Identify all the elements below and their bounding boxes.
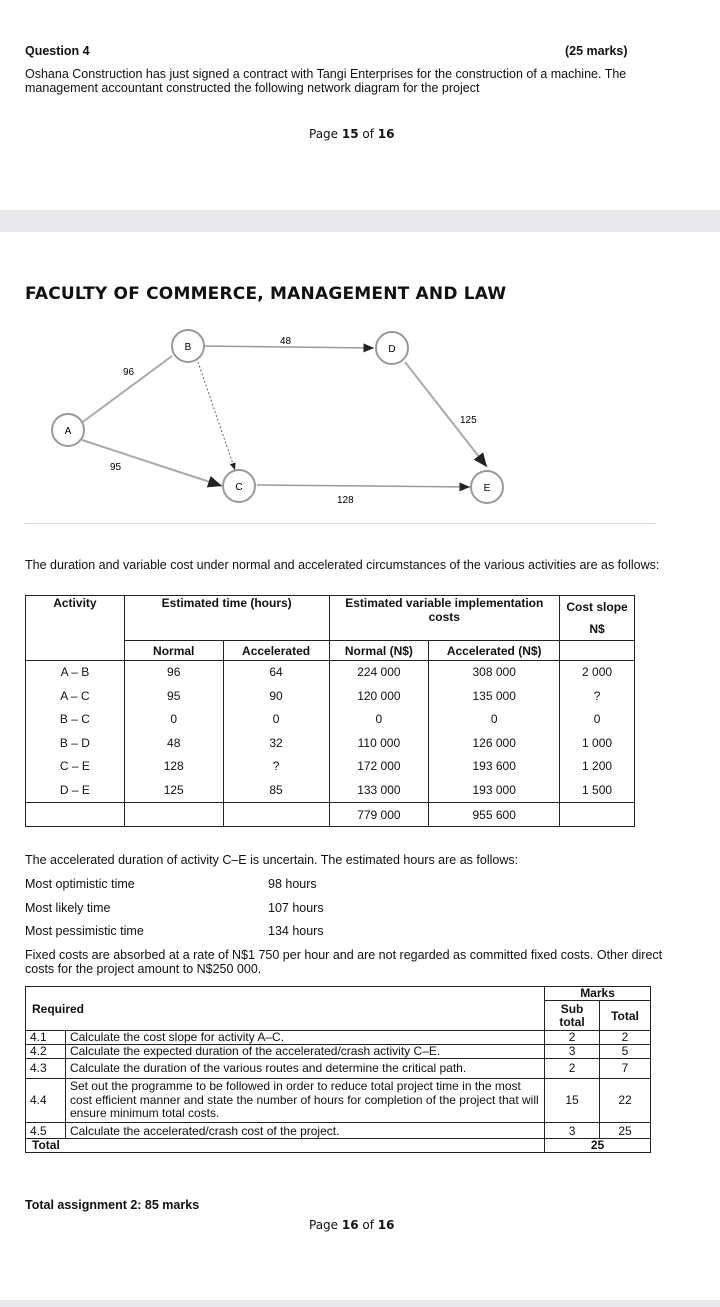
header-sub-total: Sub total [545,1001,600,1031]
likely-label: Most likely time [25,901,111,915]
pessimistic-value: 134 hours [268,924,324,938]
likely-value: 107 hours [268,901,324,915]
normal-cost-column: 224 000 120 000 0 110 000 172 000 133 000 [329,661,429,803]
svg-text:D: D [388,344,396,355]
header-marks: Marks [545,987,651,1001]
page-number-15: Page 15 of 16 [309,127,395,141]
accelerated-time-column: 64 90 0 32 ? 85 [223,661,329,803]
header-total: Total [600,1001,651,1031]
header-activity: Activity [26,596,125,661]
total-accelerated-cost: 955 600 [429,803,560,827]
svg-text:E: E [483,483,491,494]
duration-intro: The duration and variable cost under normal and accelerated circumstances of the various activities are as follows: [25,558,660,572]
edge-label-a-b: 96 [123,367,135,378]
node-a [52,414,84,446]
edge-a-c [82,440,222,486]
table-row: 4.4 Set out the programme to be followed in order to reduce total project time in the most cost efficient manner and state the number of hours for completion of the project that will ensure minimum total costs. 15 22 [26,1079,651,1123]
optimistic-value: 98 hours [268,877,317,891]
activity-column: A – B A – C B – C B – D C – E D – E [26,661,125,803]
svg-text:A: A [64,426,72,437]
total-label: Total [26,1139,545,1153]
header-estimated-costs: Estimated variable implementation costs [329,596,560,641]
header-accelerated-cost: Accelerated (N$) [429,641,560,661]
edge-label-a-c: 95 [110,462,122,473]
table-row [26,661,635,803]
question-marks: (25 marks) [565,44,628,58]
question-intro: Oshana Construction has just signed a contract with Tangi Enterprises for the construction of a machine. The management accountant constructed the following network diagram for the project [25,67,627,95]
svg-text:B: B [184,342,192,353]
table-row: 4.2 Calculate the expected duration of the accelerated/crash activity C–E. 3 5 [26,1045,651,1059]
grand-total: 25 [545,1139,651,1153]
uncertain-intro: The accelerated duration of activity C–E is uncertain. The estimated hours are as follows: [25,853,519,867]
total-assignment: Total assignment 2: 85 marks [25,1198,200,1212]
node-b [172,330,204,362]
pessimistic-label: Most pessimistic time [25,924,144,938]
network-diagram [0,312,720,522]
node-e [471,471,503,503]
total-row [26,1139,651,1153]
svg-text:C: C [235,482,243,493]
fixed-costs-text: Fixed costs are absorbed at a rate of N$1 750 per hour and are not regarded as committed fixed costs. Other direct costs for the project amount to N$250 000. [25,948,663,976]
edge-label-b-d: 48 [280,336,292,347]
header-normal-cost: Normal (N$) [329,641,429,661]
edge-b-c [198,362,235,470]
totals-row [26,803,635,827]
node-c [223,470,255,502]
edge-label-c-e: 128 [337,495,354,506]
table-row: 4.3 Calculate the duration of the various routes and determine the critical path. 2 7 [26,1059,651,1079]
cost-slope-column: 2 000 ? 0 1 000 1 200 1 500 [560,661,635,803]
header-cost-slope: Cost slope N$ [560,596,635,641]
document-page-16 [0,232,720,1300]
question-title: Question 4 [25,44,90,58]
document-page-15 [0,0,720,210]
divider [25,523,655,524]
normal-time-column: 96 95 0 48 128 125 [124,661,223,803]
header-normal: Normal [124,641,223,661]
edge-label-d-e: 125 [460,415,477,426]
optimistic-label: Most optimistic time [25,877,135,891]
node-d [376,332,408,364]
required-table [25,986,651,1153]
accelerated-cost-column: 308 000 135 000 0 126 000 193 600 193 000 [429,661,560,803]
table-row: 4.1 Calculate the cost slope for activity A–C. 2 2 [26,1031,651,1045]
header-estimated-time: Estimated time (hours) [124,596,329,641]
total-normal-cost: 779 000 [329,803,429,827]
page-number-16: Page 16 of 16 [309,1218,395,1232]
header-required: Required [26,987,545,1031]
cost-table [25,595,635,827]
edge-c-e [257,485,470,487]
header-accelerated: Accelerated [223,641,329,661]
faculty-heading: FACULTY OF COMMERCE, MANAGEMENT AND LAW [25,284,507,304]
table-row: 4.5 Calculate the accelerated/crash cost of the project. 3 25 [26,1123,651,1139]
